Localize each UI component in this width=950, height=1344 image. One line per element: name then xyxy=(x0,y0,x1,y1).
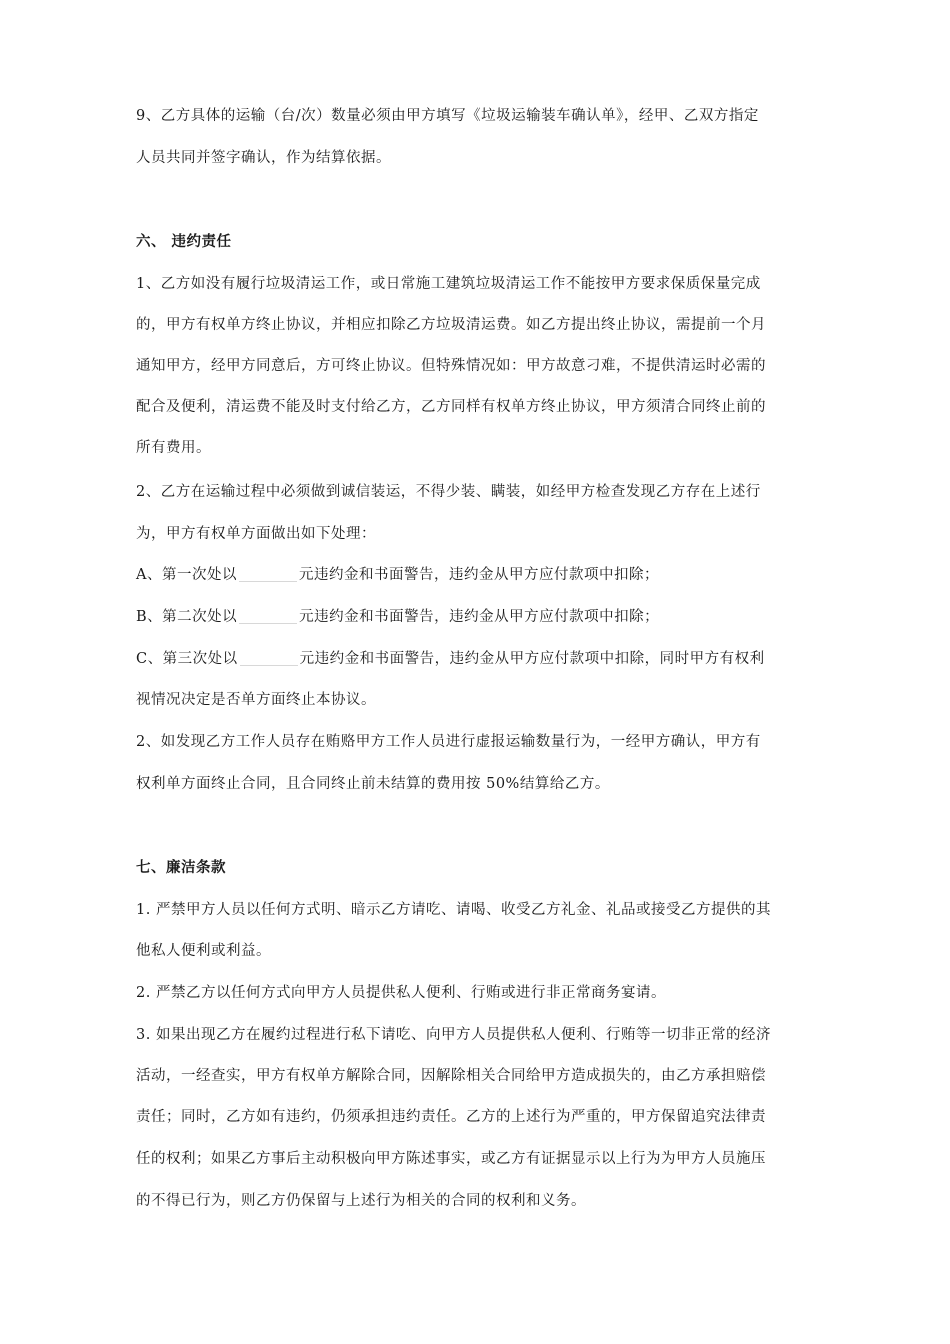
penalty-item-a-prefix: A、第一次处以 xyxy=(136,567,237,583)
section-7-p3-line: 活动，一经查实，甲方有权单方解除合同，因解除相关合同给甲方造成损失的，由乙方承担赔偿 xyxy=(136,1068,766,1084)
section-6-p2-line: 为，甲方有权单方面做出如下处理： xyxy=(136,526,376,542)
penalty-item-c xyxy=(136,649,765,669)
section-6-p1-line: 1、乙方如没有履行垃圾清运工作，或日常施工建筑垃圾清运工作不能按甲方要求保质保量完成 xyxy=(136,276,761,292)
section-7-p3-line: 3. 如果出现乙方在履约过程进行私下请吃、向甲方人员提供私人便利、行贿等一切非正常的经济 xyxy=(136,1027,771,1043)
penalty-item-a xyxy=(136,565,659,585)
section-6-p3-line: 2、如发现乙方工作人员存在贿赂甲方工作人员进行虚报运输数量行为，一经甲方确认，甲方有 xyxy=(136,734,761,750)
section-6-title: 六、 违约责任 xyxy=(136,233,232,250)
section-7-p1-line: 他私人便利或利益。 xyxy=(136,943,271,959)
section-7-p3-line: 的不得已行为，则乙方仍保留与上述行为相关的合同的权利和义务。 xyxy=(136,1193,586,1209)
section-6-p1-line: 通知甲方，经甲方同意后，方可终止协议。但特殊情况如：甲方故意刁难，不提供清运时必需的 xyxy=(136,358,766,374)
penalty-amount-blank-c[interactable] xyxy=(240,649,298,666)
section-7-p2: 2. 严禁乙方以任何方式向甲方人员提供私人便利、行贿或进行非正常商务宴请。 xyxy=(136,985,666,1001)
section-7-p3-line: 任的权利；如果乙方事后主动积极向甲方陈述事实，或乙方有证据显示以上行为为甲方人员施压 xyxy=(136,1151,766,1167)
penalty-amount-blank-b[interactable] xyxy=(239,607,297,624)
section-6-p3-line: 权利单方面终止合同，且合同终止前未结算的费用按 50%结算给乙方。 xyxy=(136,776,610,792)
section-6-p2-line: 2、乙方在运输过程中必须做到诚信装运，不得少装、瞒装，如经甲方检查发现乙方存在上述行 xyxy=(136,484,761,500)
penalty-item-c-line-2: 视情况决定是否单方面终止本协议。 xyxy=(136,692,376,708)
penalty-item-c-prefix: C、第三次处以 xyxy=(136,651,238,667)
clause-9-line-2: 人员共同并签字确认，作为结算依据。 xyxy=(136,150,391,166)
section-7-p3-line: 责任；同时，乙方如有违约，仍须承担违约责任。乙方的上述行为严重的，甲方保留追究法律责 xyxy=(136,1109,766,1125)
section-7-title: 七、廉洁条款 xyxy=(136,859,226,876)
section-6-p1-line: 的，甲方有权单方终止协议，并相应扣除乙方垃圾清运费。如乙方提出终止协议，需提前一个月 xyxy=(136,317,766,333)
section-6-p1-line: 所有费用。 xyxy=(136,440,211,456)
penalty-item-b xyxy=(136,607,659,627)
clause-9-line-1: 9、乙方具体的运输（台/次）数量必须由甲方填写《垃圾运输装车确认单》，经甲、乙双方指定 xyxy=(136,108,759,124)
section-6-p1-line: 配合及便利，清运费不能及时支付给乙方，乙方同样有权单方终止协议，甲方须清合同终止前的 xyxy=(136,399,766,415)
penalty-item-c-suffix: 元违约金和书面警告，违约金从甲方应付款项中扣除，同时甲方有权利 xyxy=(299,651,765,667)
penalty-amount-blank-a[interactable] xyxy=(239,565,297,582)
penalty-item-b-suffix: 元违约金和书面警告，违约金从甲方应付款项中扣除； xyxy=(299,609,660,625)
section-7-p1-line: 1. 严禁甲方人员以任何方式明、暗示乙方请吃、请喝、收受乙方礼金、礼品或接受乙方提供的其 xyxy=(136,902,771,918)
penalty-item-b-prefix: B、第二次处以 xyxy=(136,609,238,625)
penalty-item-a-suffix: 元违约金和书面警告，违约金从甲方应付款项中扣除； xyxy=(298,567,659,583)
